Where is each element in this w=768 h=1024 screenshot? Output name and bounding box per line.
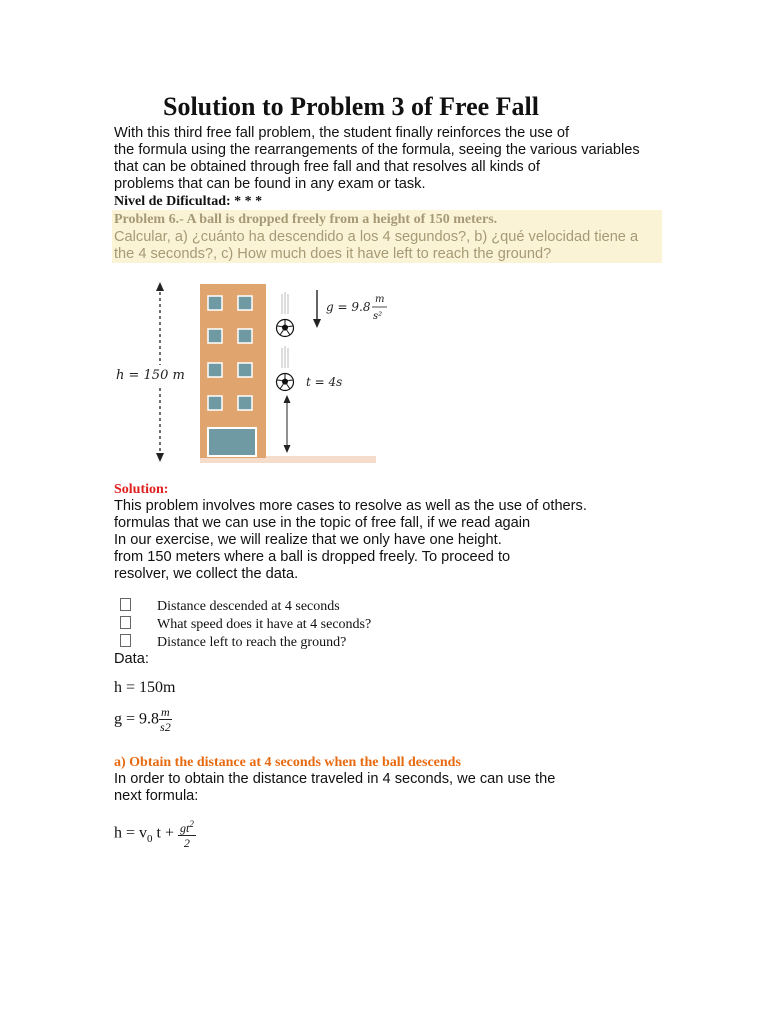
height-arrow-top bbox=[156, 282, 164, 291]
difficulty-level bbox=[114, 194, 262, 210]
list-item: Distance left to reach the ground? bbox=[120, 634, 346, 651]
difficulty-stars: * * * bbox=[234, 194, 263, 209]
remaining-arrow-top bbox=[284, 395, 291, 403]
problem-line: Calcular, a) ¿cuánto ha descendido a los 4 segundos?, b) ¿qué velocidad tiene a bbox=[114, 229, 639, 245]
bullet-box-icon bbox=[120, 616, 131, 629]
problem-heading: Problem 6.- A ball is dropped freely from a height of 150 meters. bbox=[114, 212, 498, 227]
part-a-line: In order to obtain the distance traveled in 4 seconds, we can use the bbox=[114, 771, 556, 787]
difficulty-label: Nivel de Dificultad: bbox=[114, 194, 231, 209]
gravity-equation: g = 9.8 $\frac{m}{s2}$ bbox=[114, 705, 171, 734]
solution-line: formulas that we can use in the topic of free fall, if we read again bbox=[114, 515, 531, 531]
solution-paragraph bbox=[114, 498, 674, 583]
gravity-unit-num: m bbox=[375, 294, 385, 305]
part-a-paragraph bbox=[114, 771, 674, 805]
problem-line: the 4 seconds?, c) How much does it have left to reach the ground? bbox=[114, 246, 552, 262]
solution-label: Solution: bbox=[114, 482, 169, 497]
free-fall-figure bbox=[100, 278, 400, 470]
ball-icon bbox=[277, 374, 294, 391]
solution-line: This problem involves more cases to resolve as well as the use of others. bbox=[114, 498, 587, 514]
height-label: h = 150 m bbox=[116, 368, 185, 383]
list-item: What speed does it have at 4 seconds? bbox=[120, 616, 371, 633]
page-title: Solution to Problem 3 of Free Fall bbox=[163, 92, 539, 121]
intro-line: problems that can be found in any exam or task. bbox=[114, 176, 426, 192]
gravity-arrowhead bbox=[313, 319, 321, 328]
intro-paragraph bbox=[114, 125, 674, 193]
part-a-line: next formula: bbox=[114, 788, 199, 804]
solution-line: In our exercise, we will realize that we only have one height. bbox=[114, 532, 502, 548]
solution-line: from 150 meters where a ball is dropped freely. To proceed to bbox=[114, 549, 511, 565]
intro-line: the formula using the rearrangements of the formula, seeing the various variables bbox=[114, 142, 640, 158]
data-label: Data: bbox=[114, 651, 149, 667]
distance-formula: $h = v_0$ t + $\frac{gt^2}{2}$ bbox=[114, 819, 194, 850]
ball-icon bbox=[277, 320, 294, 337]
intro-line: With this third free fall problem, the student finally reinforces the use of bbox=[114, 125, 570, 141]
remaining-arrow-bottom bbox=[284, 445, 291, 453]
building-door bbox=[208, 428, 256, 456]
bullet-box-icon bbox=[120, 598, 131, 611]
gravity-fraction: $\frac{m}{s2}$ bbox=[160, 705, 171, 734]
time-label: t = 4s bbox=[306, 375, 343, 389]
gravity-unit-den: s² bbox=[373, 311, 383, 322]
part-a-heading: a) Obtain the distance at 4 seconds when the ball descends bbox=[114, 755, 461, 770]
gravity-label: g = 9.8 bbox=[326, 300, 371, 314]
bullet-box-icon bbox=[120, 634, 131, 647]
solution-line: resolver, we collect the data. bbox=[114, 566, 299, 582]
intro-line: that can be obtained through free fall and that resolves all kinds of bbox=[114, 159, 540, 175]
height-arrow-bottom bbox=[156, 453, 164, 462]
height-equation: h = 150m bbox=[114, 679, 176, 696]
formula-fraction: $\frac{gt^2}{2}$ bbox=[180, 819, 194, 850]
list-item: Distance descended at 4 seconds bbox=[120, 598, 340, 615]
